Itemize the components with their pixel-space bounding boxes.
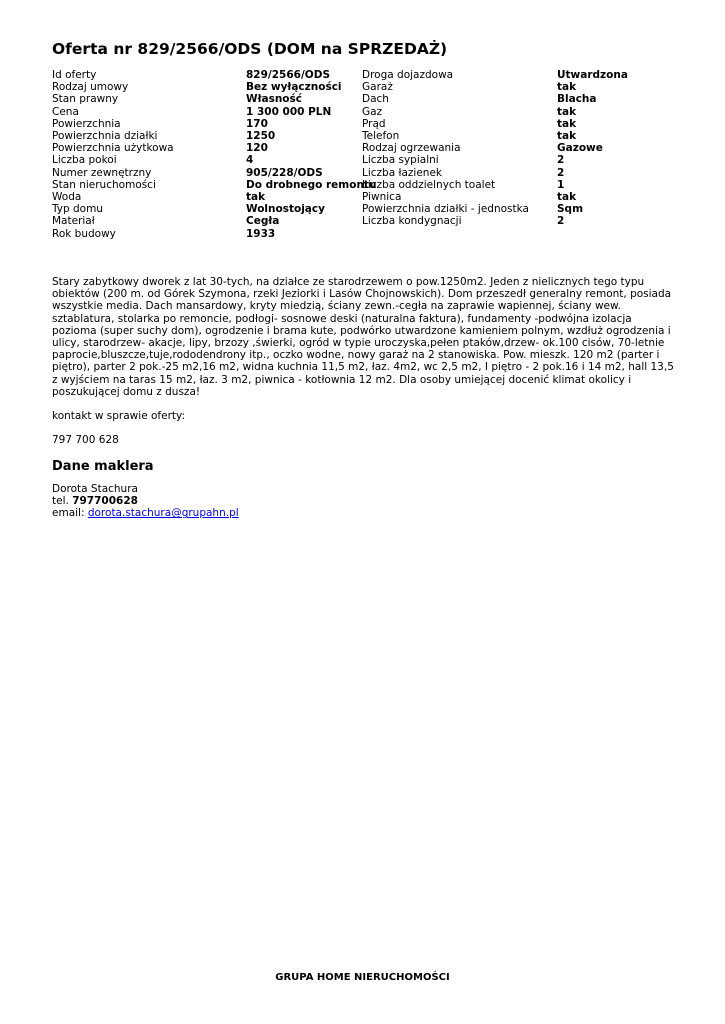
property-label: Powierzchnia działki - jednostka (362, 203, 529, 216)
property-label: Dach (362, 93, 389, 106)
agent-name: Dorota Stachura (52, 483, 138, 495)
property-value: Do drobnego remontu (246, 178, 377, 191)
property-label: Piwnica (362, 191, 402, 203)
property-label: Powierzchnia (52, 117, 121, 130)
property-value: tak (557, 105, 577, 118)
property-value: 1933 (246, 227, 276, 240)
property-label: Stan prawny (52, 93, 119, 106)
agent-details (52, 483, 239, 520)
property-label: Powierzchnia działki (52, 130, 158, 142)
property-label: Garaż (362, 81, 393, 94)
agent-phone-label: tel. (52, 495, 69, 508)
property-value: Gazowe (557, 142, 603, 155)
property-value: Bez wyłączności (246, 81, 342, 94)
property-label: Numer zewnętrzny (52, 166, 152, 179)
agent-email-line (52, 507, 239, 519)
property-value: 1 300 000 PLN (246, 105, 332, 118)
property-value: Cegła (246, 215, 280, 228)
property-label: Powierzchnia użytkowa (52, 142, 174, 155)
agent-phone-line (52, 495, 239, 507)
agent-email-link[interactable]: dorota.stachura@grupahn.pl (87, 507, 239, 520)
property-label: Rok budowy (52, 227, 116, 240)
property-value: tak (557, 191, 577, 203)
property-label: Stan nieruchomości (52, 178, 156, 191)
property-value: tak (557, 81, 577, 94)
property-value: 905/228/ODS (246, 166, 323, 179)
property-label: Gaz (362, 105, 383, 118)
property-value: Sqm (557, 203, 584, 216)
page-title: Oferta nr 829/2566/ODS (DOM na SPRZEDAŻ) (52, 40, 448, 58)
property-value: Utwardzona (557, 69, 628, 81)
property-value: Blacha (557, 93, 597, 106)
property-value: 1250 (246, 130, 276, 142)
property-value: 4 (246, 154, 254, 167)
property-label: Woda (52, 191, 82, 203)
footer-company-name: GRUPA HOME NIERUCHOMOŚCI (275, 972, 450, 983)
property-value: 1 (557, 178, 565, 191)
property-label: Rodzaj umowy (52, 81, 129, 94)
property-value: tak (557, 117, 577, 130)
contact-phone: 797 700 628 (52, 434, 119, 446)
property-label: Liczba oddzielnych toalet (362, 178, 496, 191)
contact-label: kontakt w sprawie oferty: (52, 410, 185, 422)
property-details-right-column (362, 69, 692, 245)
property-label: Liczba łazienek (362, 166, 442, 179)
property-value: Wolnostojący (246, 203, 325, 216)
property-value: 2 (557, 166, 565, 179)
property-value: 829/2566/ODS (246, 69, 331, 81)
property-details (52, 69, 692, 245)
property-label: Materiał (52, 215, 95, 228)
property-value: tak (557, 130, 577, 142)
property-value: Własność (246, 93, 302, 106)
property-label: Telefon (362, 130, 400, 142)
property-label: Rodzaj ogrzewania (362, 142, 461, 155)
property-value: 2 (557, 215, 565, 228)
agent-heading: Dane maklera (52, 459, 154, 474)
agent-email-label: email: (52, 507, 85, 520)
property-label: Id oferty (52, 69, 97, 81)
property-label: Liczba kondygnacji (362, 215, 462, 228)
offer-description: Stary zabytkowy dworek z lat 30-tych, na działce ze starodrzewem o pow.1250m2. Jeden z nielicznych tego typu obiektów (200 m. od Górek Szymona, rzeki Jeziorki i Lasów Chojnowskich). Dom przeszedł generalny remont, posiada wszystkie media. Dach mansardowy, kryty miedzią, ściany zewn.-cegła na zaprawie wapiennej, ściany wew. sztablatura, stolarka po remoncie, podłogi- sosnowe deski (naturalna faktura), fundamenty -podwójna izolacja pozioma (super suchy dom), ogrodzenie i brama kute, podwórko utwardzone kamieniem polnym, wzdłuż ogrodzenia i ulicy, starodrzew- akacje, lipy, brzozy ,świerki, ogród w typie uroczyska,pełen ptaków,drzew- ok.100 cisów, 70-letnie paprocie,bluszcze,tuje,rododendrony itp., oczko wodne, nowy garaż na 2 stanowiska. Pow. mieszk. 120 m2 (parter i piętro), parter 2 pok.-25 m2,16 m2, widna kuchnia 11,5 m2, łaz. 4m2, wc 2,5 m2, I piętro - 2 pok.16 i 14 m2, hall 13,5 z wyjściem na taras 15 m2, łaz. 3 m2, piwnica - kotłownia 12 m2. Dla osoby umiejącej docenić klimat okolicy i poszukującej domu z dusza! (52, 276, 674, 398)
property-label: Liczba pokoi (52, 154, 117, 167)
property-label: Typ domu (52, 203, 103, 216)
property-label: Liczba sypialni (362, 154, 439, 167)
agent-phone: 797700628 (72, 495, 138, 508)
property-label: Cena (52, 105, 79, 118)
property-label: Prąd (362, 117, 386, 130)
property-value: tak (246, 191, 266, 203)
property-value: 2 (557, 154, 565, 167)
property-label: Droga dojazdowa (362, 69, 454, 81)
property-value: 120 (246, 142, 268, 155)
property-value: 170 (246, 117, 268, 130)
